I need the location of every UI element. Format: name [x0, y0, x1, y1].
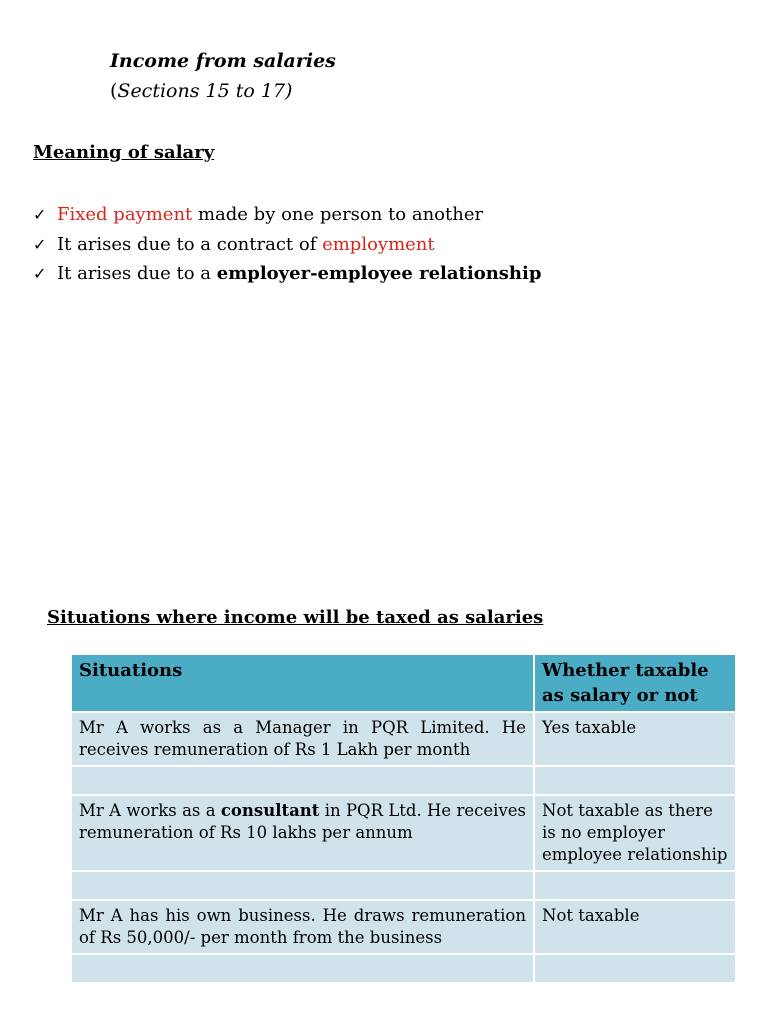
- blank-cell: [71, 766, 534, 795]
- taxable-cell: Not taxable as there is no employer employee relationship: [534, 795, 736, 871]
- blank-cell: [71, 954, 534, 983]
- blank-row: [71, 954, 736, 983]
- blank-row: [71, 766, 736, 795]
- table-row: [71, 712, 736, 766]
- list-item: [33, 200, 541, 230]
- page-subtitle: [110, 80, 292, 102]
- taxable-cell: Yes taxable: [534, 712, 736, 766]
- bullet-text: made by one person to another: [192, 204, 484, 225]
- subtitle-paren: (: [110, 80, 118, 102]
- situation-cell: Mr A works as a Manager in PQR Limited. He receives remuneration of Rs 1 Lakh per month: [71, 712, 534, 766]
- table-row: [71, 900, 736, 954]
- table-header-row: [71, 654, 736, 712]
- check-icon: ✓: [33, 264, 47, 283]
- page-title: Income from salaries: [110, 50, 336, 72]
- situation-bold: consultant: [220, 801, 320, 820]
- bullet-text: It arises due to a: [57, 263, 217, 284]
- situations-table: [70, 653, 737, 984]
- blank-cell: [71, 871, 534, 900]
- meaning-heading: Meaning of salary: [33, 142, 215, 163]
- blank-cell: [534, 954, 736, 983]
- check-icon: ✓: [33, 234, 47, 254]
- situation-text: Mr A works as a: [79, 801, 221, 820]
- table-heading: Situations where income will be taxed as salaries: [47, 607, 544, 628]
- situation-cell: [71, 795, 534, 871]
- list-item: [33, 230, 541, 260]
- situation-cell: Mr A has his own business. He draws remuneration of Rs 50,000/- per month from the business: [71, 900, 534, 954]
- bullet-bold: employer-employee relationship: [216, 263, 542, 284]
- meaning-list: [33, 200, 541, 289]
- bullet-highlight: employment: [322, 233, 435, 255]
- table-row: [71, 795, 736, 871]
- blank-cell: [534, 871, 736, 900]
- subtitle-sections: Sections 15 to 17): [117, 80, 293, 102]
- situation-text: in PQR Ltd. He receives remuneration of Rs 10 lakhs per annum: [79, 801, 526, 842]
- column-header-taxable: Whether taxable as salary or not: [534, 654, 736, 712]
- blank-row: [71, 871, 736, 900]
- blank-cell: [534, 766, 736, 795]
- list-item: [33, 259, 541, 289]
- column-header-situations: Situations: [71, 654, 534, 712]
- check-icon: ✓: [33, 205, 47, 224]
- bullet-highlight: Fixed payment: [57, 204, 193, 225]
- taxable-cell: Not taxable: [534, 900, 736, 954]
- bullet-text: It arises due to a contract of: [57, 233, 323, 255]
